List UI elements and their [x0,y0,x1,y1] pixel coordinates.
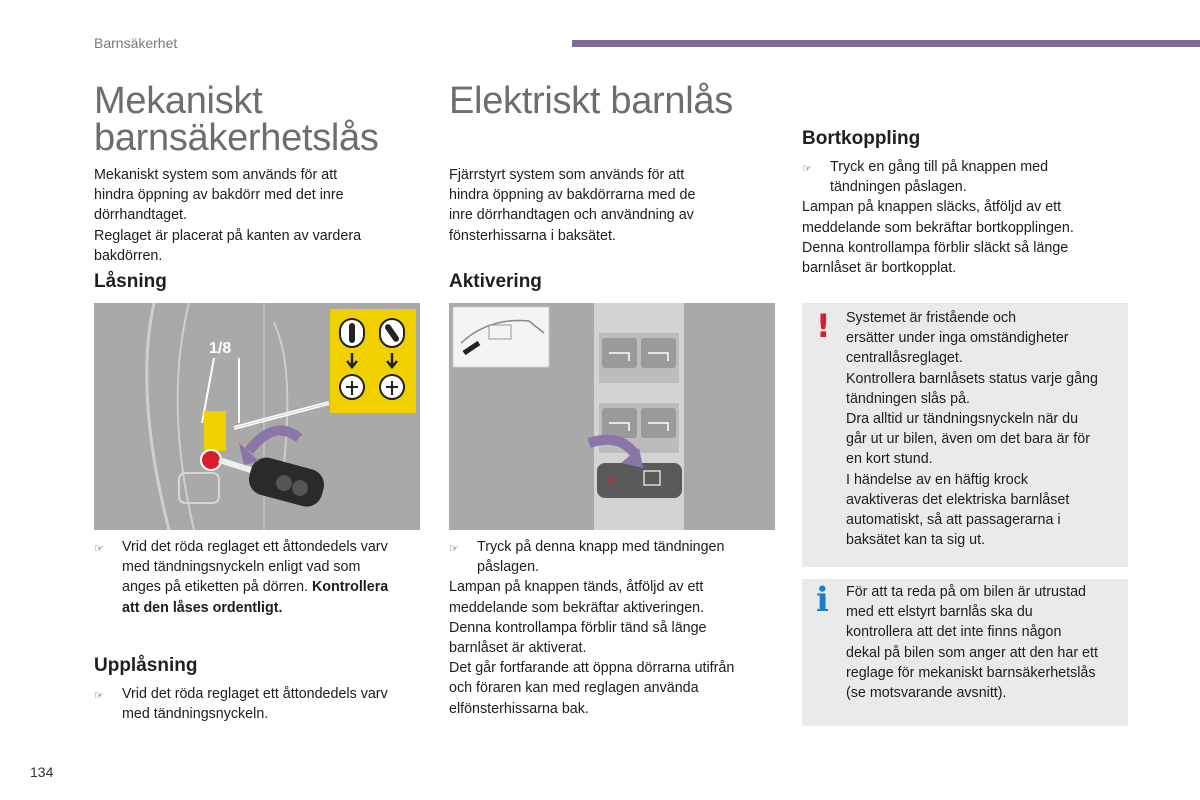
mechanical-lock-illustration [94,303,420,530]
page-number: 134 [30,764,54,780]
electric-title: Elektriskt barnlås [449,80,733,122]
pointing-hand-bullet-icon: ☞ [802,163,812,175]
locking-title: Låsning [94,271,167,292]
warning-box: ! Systemet är fristående och ersätter under inga omständigheter centrallåsreglaget. Kontrollera barnlåsets status varje gång tändningen slås på. Dra alltid ur tändningsnyckeln när du går ut ur bilen, även om det bara är för en kort stund. I händelse av en häftig krock avaktiveras det elektriska barnlåset automatiskt, så att passagerarna i baksätet kan ta sig ut. [802,303,1128,567]
deactivation-instruction: ☞ Tryck en gång till på knappen med tändningen påslagen. [802,157,1142,197]
unlocking-title: Upplåsning [94,655,198,676]
info-icon: i [816,580,829,620]
electric-intro: Fjärrstyrt system som används för att hindra öppning av bakdörrarna med de inre dörrhandtagen och användning av fönsterhissarna i baksätet. [449,167,696,244]
electric-switch-illustration [449,303,775,530]
activation-title: Aktivering [449,271,542,292]
locking-instruction: ☞ Vrid det röda reglaget ett åttondedels varv med tändningsnyckeln enligt vad som anges på etiketten på dörren. Kontrollera att den låses ordentligt. [94,537,424,618]
activation-description: Lampan på knappen tänds, åtföljd av ett meddelande som bekräftar aktiveringen. Denna kontrollampa förblir tänd så länge barnlåset är aktiverat. Det går fortfarande att öppna dörrarna utifrån och föraren kan med reglagen använda elfönsterhissarna bak. [449,579,735,717]
warning-exclamation-icon: ! [816,307,831,345]
deactivation-description: Lampan på knappen släcks, åtföljd av ett meddelande som bekräftar bortkopplingen. Denna kontrollampa förblir släckt så länge barnlåset är bortkopplat. [802,199,1074,277]
unlocking-instruction: ☞ Vrid det röda reglaget ett åttondedels varv med tändningsnyckeln. [94,684,424,724]
activation-instruction: ☞ Tryck på denna knapp med tändningen påslagen. [449,537,779,577]
deactivation-title: Bortkoppling [802,128,921,149]
section-header: Barnsäkerhet [94,35,178,51]
pointing-hand-bullet-icon: ☞ [94,543,104,555]
mechanical-intro: Mekaniskt system som används för att hindra öppning av bakdörr med det inre dörrhandtaget. Reglaget är placerat på kanten av vardera bakdörren. [94,167,362,264]
pointing-hand-bullet-icon: ☞ [94,690,104,702]
info-box: i För att ta reda på om bilen är utrustad med ett elstyrt barnlås ska du kontrollera att det inte finns någon dekal på bilen som anger att den har ett reglage för mekaniskt barnsäkerhetslås (se motsvarande avsnitt). [802,579,1128,726]
eighth-turn-label: 1/8 [209,340,232,357]
pointing-hand-bullet-icon: ☞ [449,543,459,555]
header-accent-bar [572,40,1200,47]
mechanical-title: Mekaniskt barnsäkerhetslås [94,80,379,159]
